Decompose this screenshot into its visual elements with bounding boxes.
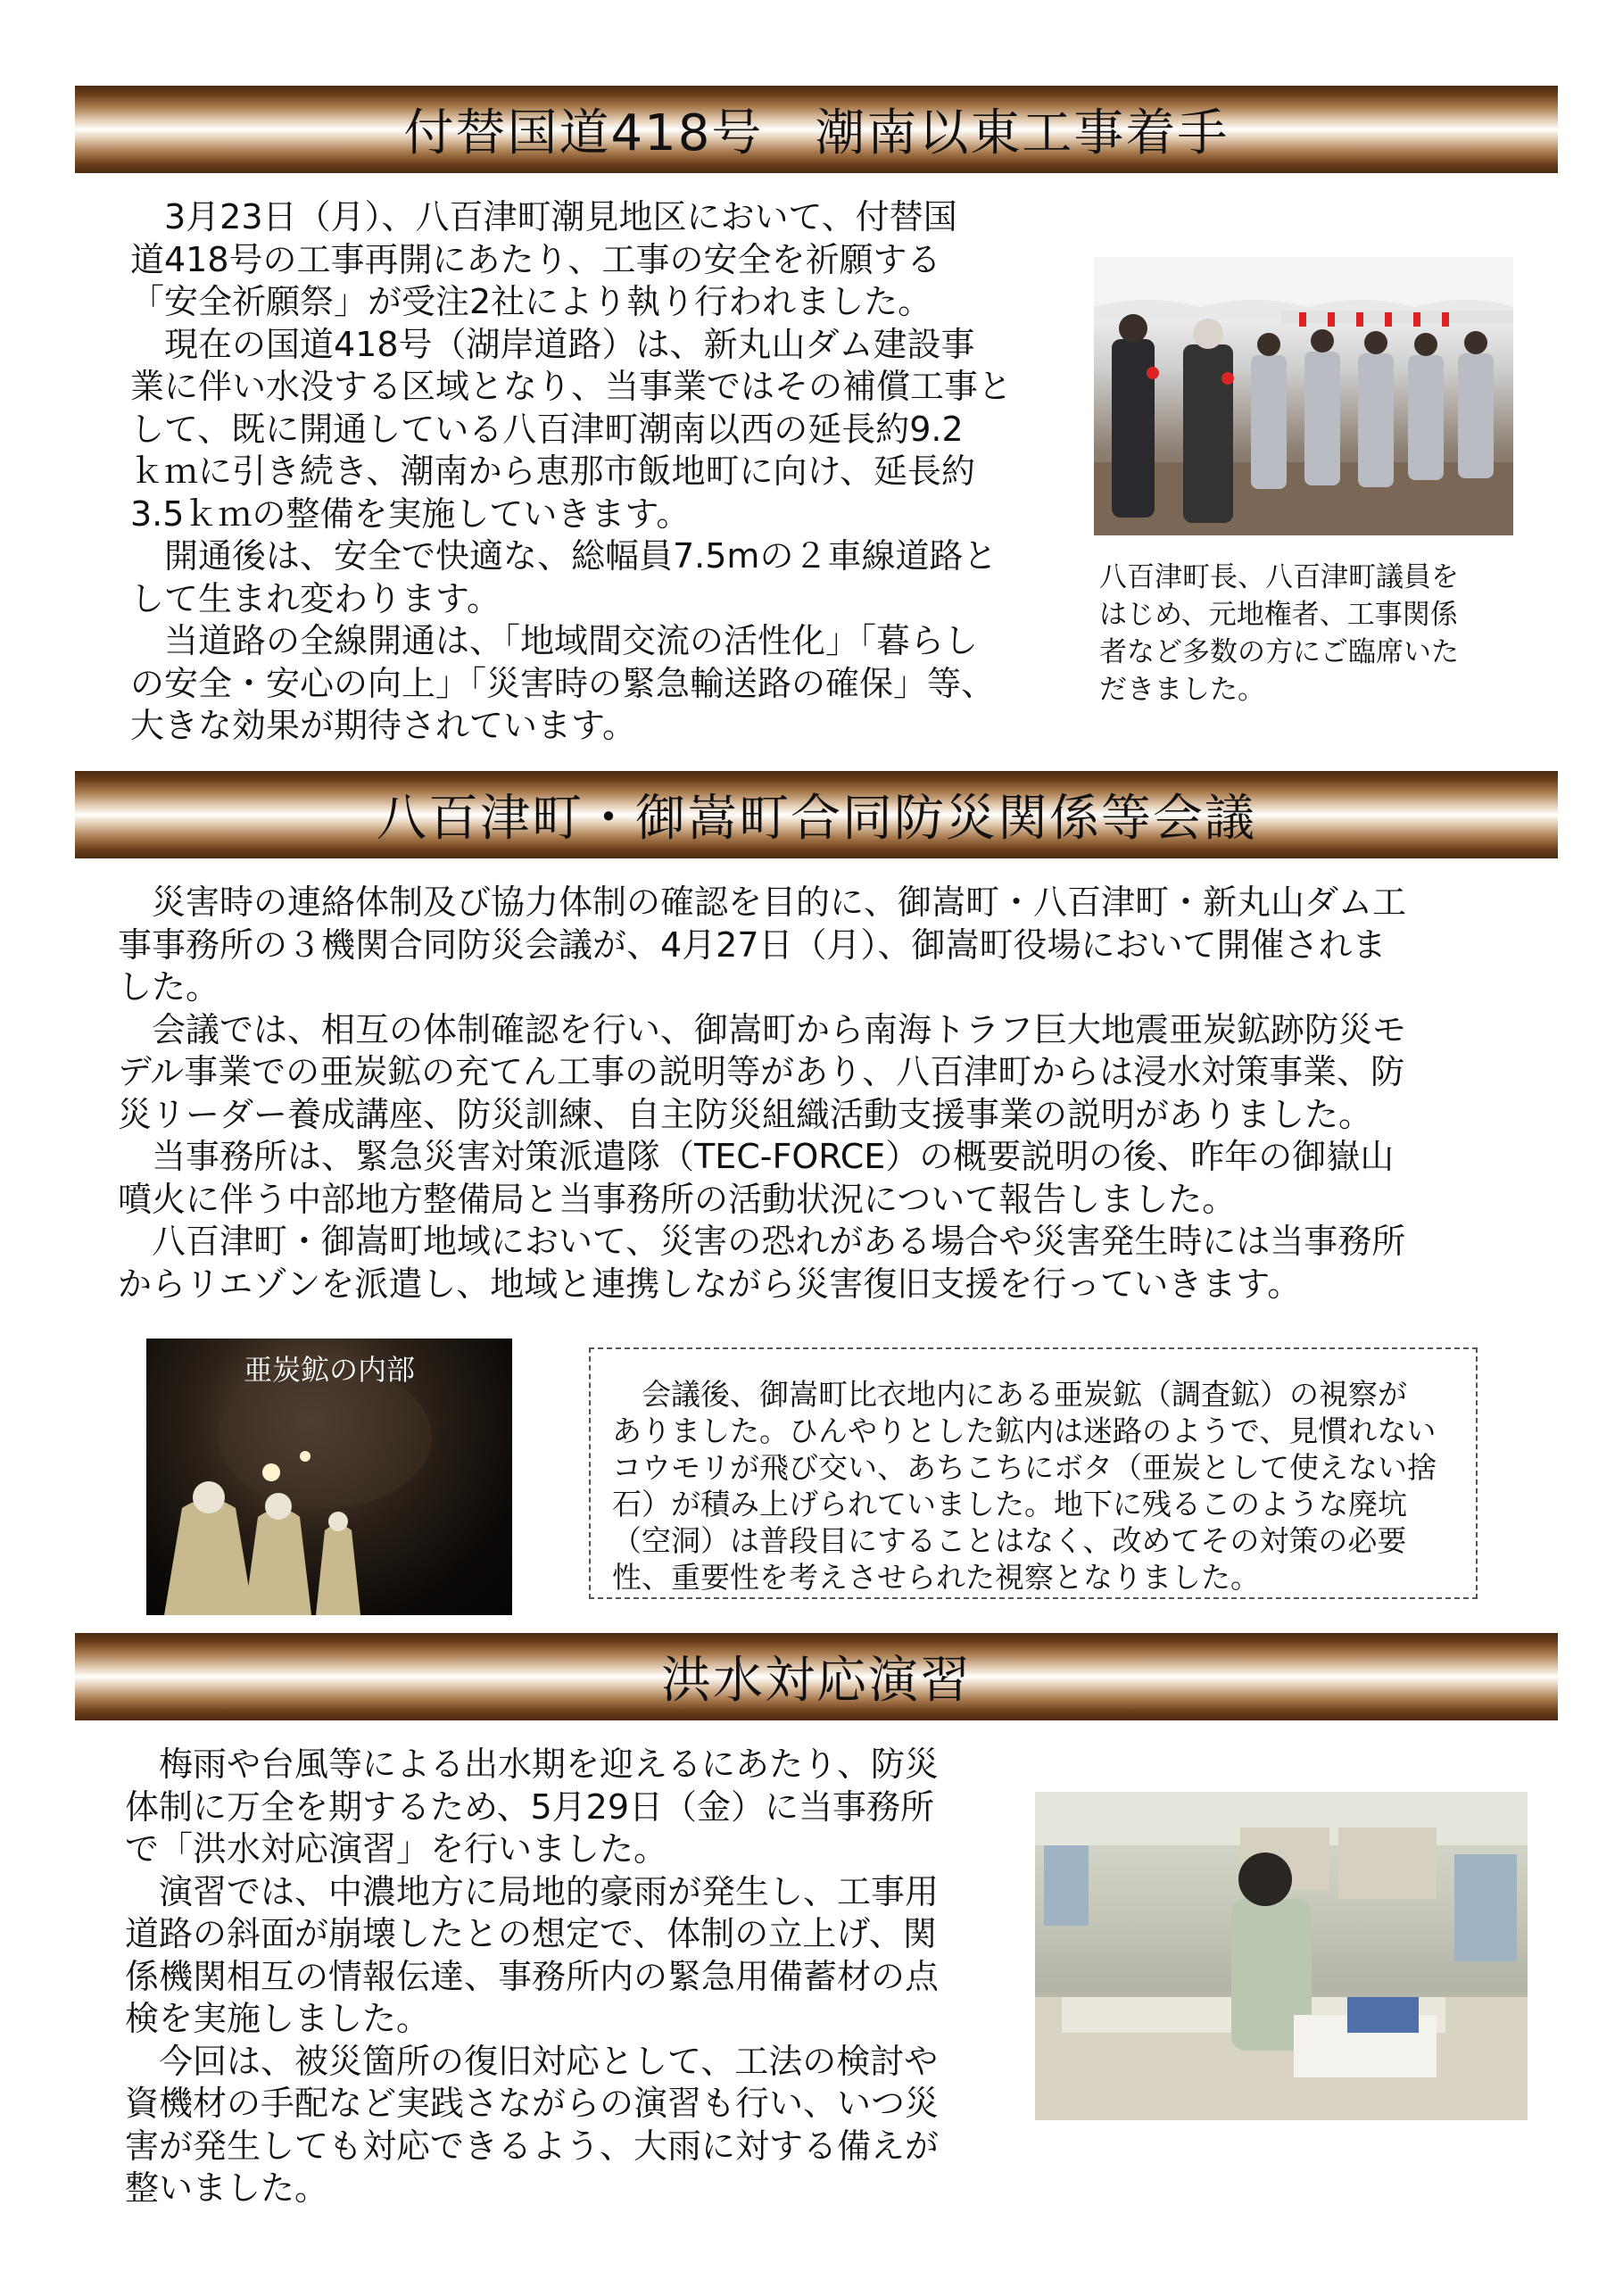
photo-label: 亜炭鉱の内部 [243, 1353, 415, 1387]
flood-drill-photo [1035, 1792, 1528, 2120]
photo-caption: 八百津町長、八百津町議員を はじめ、元地権者、工事関係 者など多数の方にご臨席いた だきました。 [1099, 561, 1459, 706]
section-body: 3月23日（月）、八百津町潮見地区において、付替国 道418号の工事再開にあたり、工事の安全を祈願する 「安全祈願祭」が受注2社により執り行われました。 現在の国道418号（湖岸道路）は、新丸山ダム建設事 業に伴い水没する区域となり、当事業ではその補償工事と して、既に開通している八百津町潮南以西の延長約9.2 ｋｍに引き続き、潮南から恵那市飯地町に向け、延長約 3.5ｋｍの整備を実施していきます。 開通後は、安全で快適な、総幅員7.5mの２車線道路と して生まれ変わります。 当道路の全線開通は、「地域間交流の活性化」「暮らし の安全・安心の向上」「災害時の緊急輸送路の確保」等、 大きな効果が期待されています。 [130, 197, 1013, 745]
mine-interior-photo [146, 1339, 512, 1615]
section-body: 災害時の連絡体制及び協力体制の確認を目的に、御嵩町・八百津町・新丸山ダム工 事事務所の３機関合同防災会議が、4月27日（月）、御嵩町役場において開催されま した。 会議では、相互の体制確認を行い、御嵩町から南海トラフ巨大地震亜炭鉱跡防災モ デル事業での亜炭鉱の充てん工事の説明等があり、八百津町からは浸水対策事業、防 災リーダー養成講座、防災訓練、自主防災組織活動支援事業の説明がありました。 当事務所は、緊急災害対策派遣隊（TEC-FORCE）の概要説明の後、昨年の御嶽山 噴火に伴う中部地方整備局と当事務所の活動状況について報告しました。 八百津町・御嵩町地域において、災害の恐れがある場合や災害発生時には当事務所 からリエゾンを派遣し、地域と連携しながら災害復旧支援を行っていきます。 [118, 883, 1407, 1304]
inspection-note-text: 会議後、御嵩町比衣地内にある亜炭鉱（調査鉱）の視察が ありました。ひんやりとした鉱内は迷路のようで、見慣れない コウモリが飛び交い、あちこちにボタ（亜炭として使えない捨 石）が積み上げられていました。地下に残るこのような廃坑 （空洞）は普段目にすることはなく、改めてその対策の必要 性、重要性を考えさせられた視察となりました。 [612, 1377, 1437, 1595]
inspection-note-box [589, 1347, 1478, 1599]
section-body: 梅雨や台風等による出水期を迎えるにあたり、防災 体制に万全を期するため、5月29日（金）に当事務所 で「洪水対応演習」を行いました。 演習では、中濃地方に局地的豪雨が発生し、工事用 道路の斜面が崩壊したとの想定で、体制の立上げ、関 係機関相互の情報伝達、事務所内の緊急用備蓄材の点 検を実施しました。 今回は、被災箇所の復旧対応として、工法の検討や 資機材の手配など実践さながらの演習も行い、いつ災 害が発生しても対応できるよう、大雨に対する備えが 整いました。 [125, 1745, 940, 2208]
section-title: 洪水対応演習 [661, 1652, 972, 1710]
section-banner-flood-drill [75, 1633, 1558, 1720]
section-banner-disaster-meeting [75, 771, 1558, 858]
section-banner-road-construction [75, 86, 1558, 173]
section-title: 八百津町・御嵩町合同防災関係等会議 [377, 790, 1256, 848]
section-title: 付替国道418号 潮南以東工事着手 [403, 104, 1230, 162]
ceremony-photo [1094, 257, 1513, 535]
